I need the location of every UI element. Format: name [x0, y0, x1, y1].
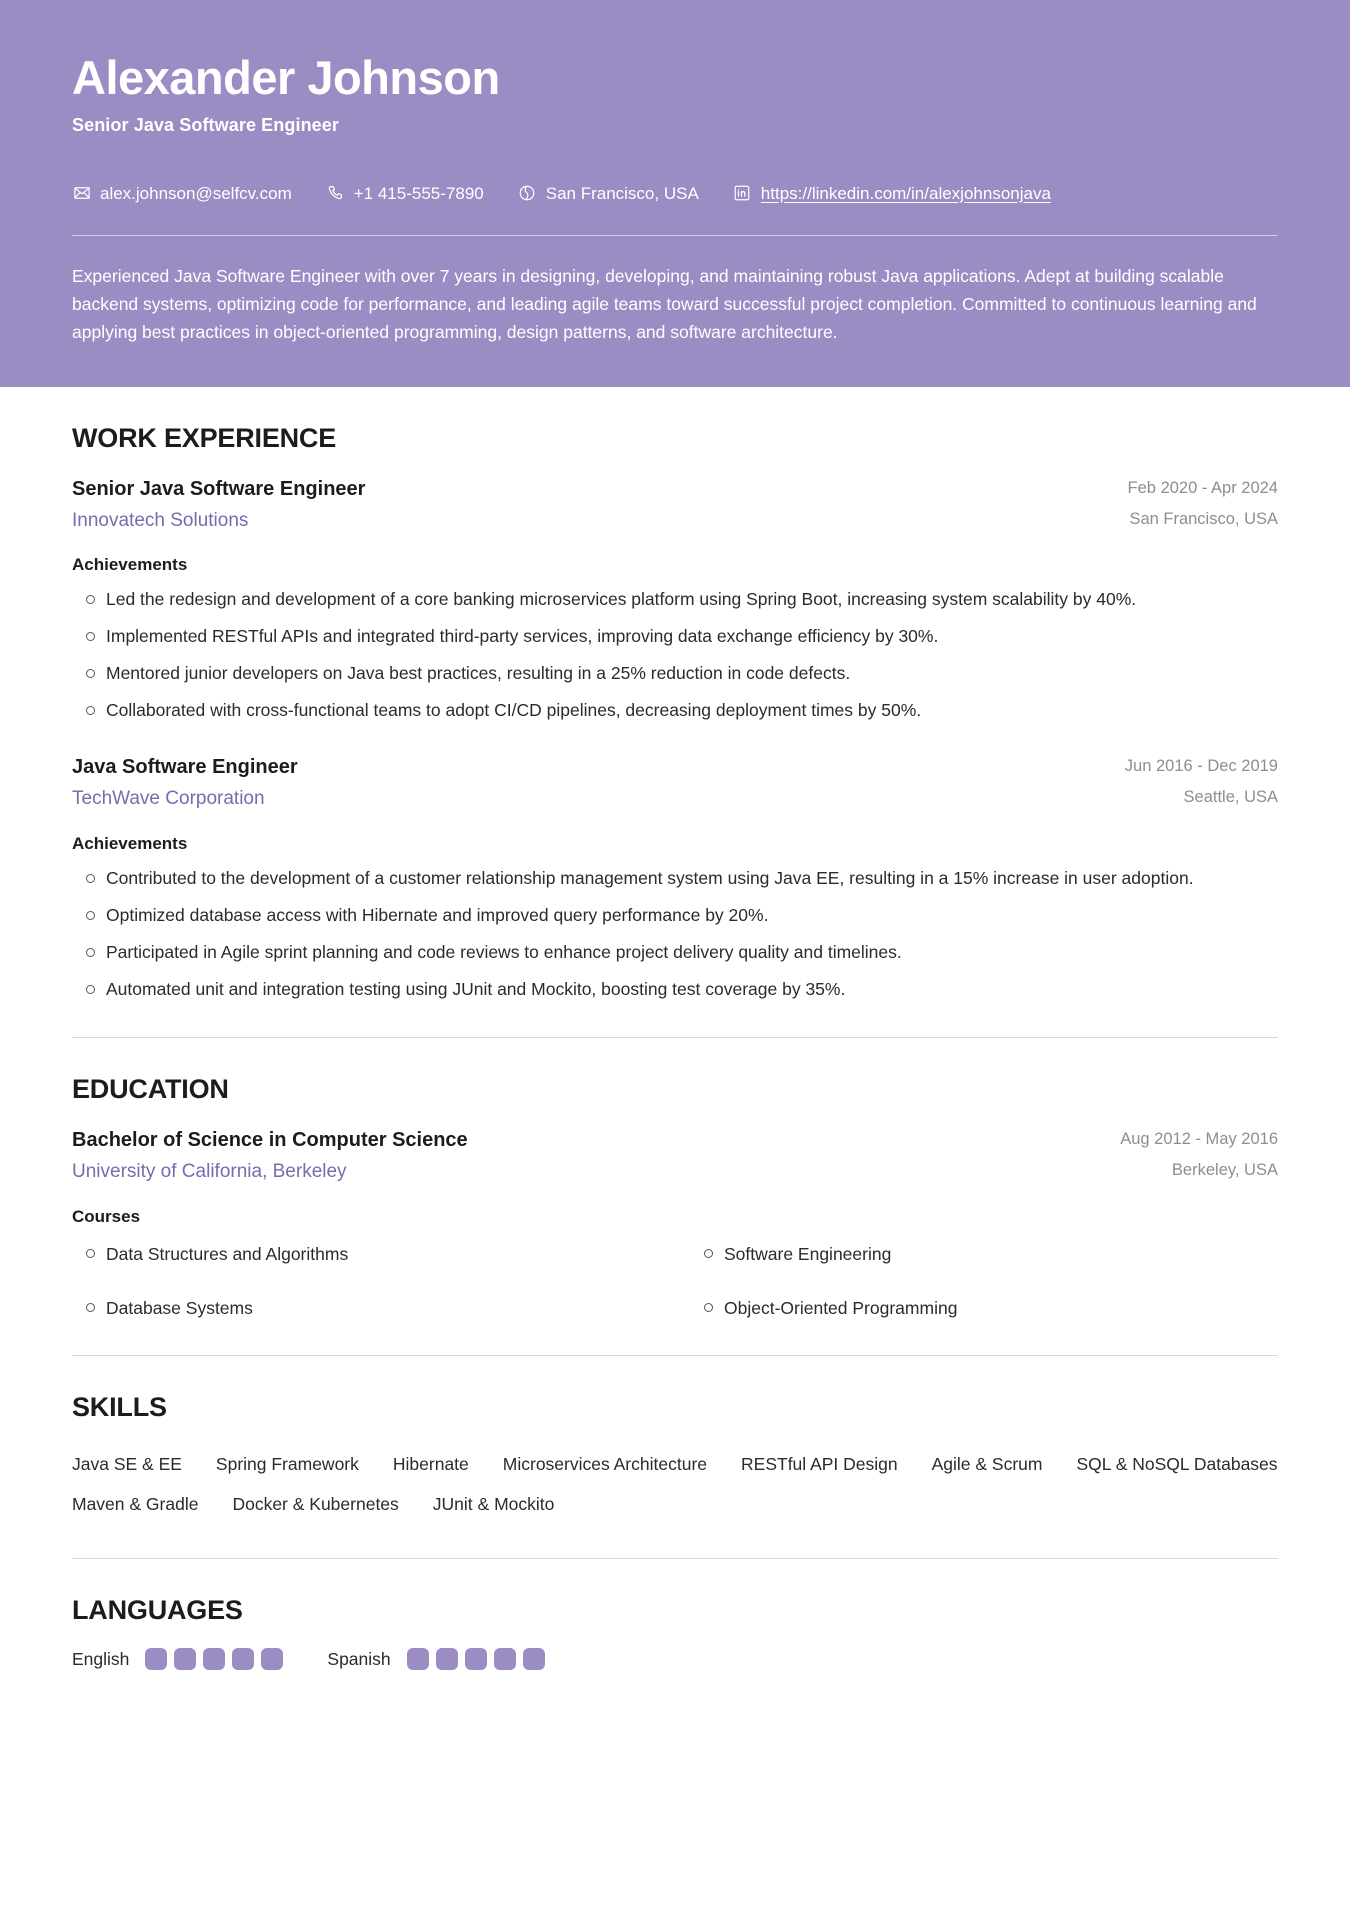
contact-link-text[interactable]: https://linkedin.com/in/alexjohnsonjava	[760, 183, 1051, 203]
skill-item: Java SE & EE	[72, 1454, 182, 1475]
section-work-experience	[72, 387, 1278, 1038]
envelope-icon	[72, 184, 91, 203]
education-entry-title: Bachelor of Science in Computer Science	[72, 1129, 468, 1152]
education-entry	[72, 1127, 1278, 1321]
skill-item: Spring Framework	[215, 1454, 359, 1475]
professional-summary: Experienced Java Software Engineer with over 7 years in designing, developing, and maintaining robust Java applications. Adept at building scalable backend systems, optimizing code for performance, and leading agile teams toward successful project completion. Committed to continuous learning and applying best practices in object-oriented programming, design patterns, and software architecture.	[72, 265, 1257, 343]
work-entry-title: Senior Java Software Engineer	[72, 477, 366, 500]
entry-location: Seattle, USA	[1183, 788, 1278, 807]
contact-item-location[interactable]	[518, 184, 699, 203]
achievement-item: Automated unit and integration testing using JUnit and Mockito, boosting test coverage by 35%.	[72, 975, 1262, 1003]
contact-row	[72, 184, 1278, 203]
language-level-dot	[203, 1648, 225, 1670]
entry-identity	[72, 1127, 468, 1185]
entry-header	[72, 476, 1278, 534]
achievement-list	[72, 864, 1278, 1003]
language-level-dot	[145, 1648, 167, 1670]
language-level-dot	[465, 1648, 487, 1670]
entry-date-range: Feb 2020 - Apr 2024	[1127, 478, 1278, 497]
section-languages	[72, 1559, 1278, 1670]
language-name: Spanish	[327, 1648, 391, 1669]
skill-item: Microservices Architecture	[502, 1454, 708, 1475]
entry-sub-label: Courses	[72, 1206, 141, 1226]
work-entry	[72, 754, 1278, 1003]
education-entry-list	[72, 1127, 1278, 1321]
language-level-meter	[145, 1648, 283, 1670]
work-entry-title: Java Software Engineer	[72, 756, 298, 779]
language-level-dot	[261, 1648, 283, 1670]
linkedin-icon	[733, 184, 752, 203]
achievement-item: Contributed to the development of a customer relationship management system using Java EE, resulting in a 15% increase in user adoption.	[72, 864, 1262, 892]
section-title-languages: LANGUAGES	[72, 1595, 243, 1626]
section-title-education: EDUCATION	[72, 1074, 229, 1105]
entry-location: Berkeley, USA	[1171, 1161, 1278, 1180]
skill-item: Hibernate	[392, 1454, 469, 1475]
company-name: Innovatech Solutions	[72, 509, 249, 531]
skill-item: Maven & Gradle	[72, 1493, 199, 1514]
achievement-item: Optimized database access with Hibernate and improved query performance by 20%.	[72, 901, 1262, 929]
achievement-item: Implemented RESTful APIs and integrated third-party services, improving data exchange efficiency by 30%.	[72, 622, 1262, 650]
entry-meta	[1125, 754, 1278, 807]
course-item: Software Engineering	[690, 1241, 1278, 1267]
contact-email-text: alex.johnson@selfcv.com	[100, 183, 292, 203]
header-job-title: Senior Java Software Engineer	[72, 114, 339, 135]
resume-body	[0, 387, 1350, 1731]
course-list	[72, 1241, 1278, 1322]
entry-identity	[72, 754, 298, 812]
contact-phone-text: +1 415-555-7890	[353, 183, 484, 203]
language-level-meter	[407, 1648, 545, 1670]
work-entry	[72, 476, 1278, 725]
course-item: Data Structures and Algorithms	[72, 1241, 660, 1267]
section-education	[72, 1038, 1278, 1356]
skill-item: RESTful API Design	[741, 1454, 898, 1475]
resume-header	[0, 0, 1350, 387]
achievement-item: Led the redesign and development of a core banking microservices platform using Spring Boot, increasing system scalability by 40%.	[72, 585, 1262, 613]
contact-item-link[interactable]	[733, 184, 1051, 203]
achievement-item: Mentored junior developers on Java best practices, resulting in a 25% reduction in code defects.	[72, 659, 1262, 687]
section-title-skills: SKILLS	[72, 1392, 167, 1423]
section-title-work: WORK EXPERIENCE	[72, 422, 337, 453]
entry-location: San Francisco, USA	[1129, 509, 1278, 528]
course-item: Database Systems	[72, 1295, 660, 1321]
achievement-item: Collaborated with cross-functional teams to adopt CI/CD pipelines, decreasing deployment times by 50%.	[72, 696, 1262, 724]
entry-identity	[72, 476, 365, 534]
achievement-list	[72, 585, 1278, 724]
company-name: TechWave Corporation	[72, 788, 265, 810]
entry-date-range: Aug 2012 - May 2016	[1120, 1130, 1278, 1149]
language-name: English	[72, 1648, 130, 1669]
language-level-dot	[174, 1648, 196, 1670]
language-level-dot	[494, 1648, 516, 1670]
entry-sub-label: Achievements	[72, 555, 188, 575]
entry-date-range: Jun 2016 - Dec 2019	[1124, 757, 1278, 776]
skill-item: JUnit & Mockito	[432, 1493, 555, 1514]
language-level-dot	[232, 1648, 254, 1670]
language-item	[72, 1648, 283, 1670]
contact-item-phone[interactable]	[326, 184, 484, 203]
section-skills	[72, 1356, 1278, 1559]
skill-list	[72, 1445, 1278, 1524]
skill-item: SQL & NoSQL Databases	[1076, 1454, 1278, 1475]
header-divider	[72, 235, 1278, 236]
entry-meta	[1120, 1127, 1278, 1180]
globe-icon	[518, 184, 537, 203]
phone-icon	[326, 184, 345, 203]
skill-item: Docker & Kubernetes	[232, 1493, 399, 1514]
course-item: Object-Oriented Programming	[690, 1295, 1278, 1321]
contact-item-email[interactable]	[72, 184, 292, 203]
language-item	[327, 1648, 544, 1670]
work-entry-list	[72, 476, 1278, 1003]
language-level-dot	[436, 1648, 458, 1670]
language-list	[72, 1648, 1278, 1670]
contact-location-text: San Francisco, USA	[545, 183, 699, 203]
entry-header	[72, 1127, 1278, 1185]
achievement-item: Participated in Agile sprint planning and code reviews to enhance project delivery quality and timelines.	[72, 938, 1262, 966]
skill-item: Agile & Scrum	[931, 1454, 1043, 1475]
entry-sub-label: Achievements	[72, 834, 188, 854]
entry-meta	[1128, 476, 1278, 529]
language-level-dot	[407, 1648, 429, 1670]
page-title: Alexander Johnson	[72, 51, 500, 104]
institution-name: University of California, Berkeley	[72, 1161, 347, 1183]
entry-header	[72, 754, 1278, 812]
language-level-dot	[523, 1648, 545, 1670]
